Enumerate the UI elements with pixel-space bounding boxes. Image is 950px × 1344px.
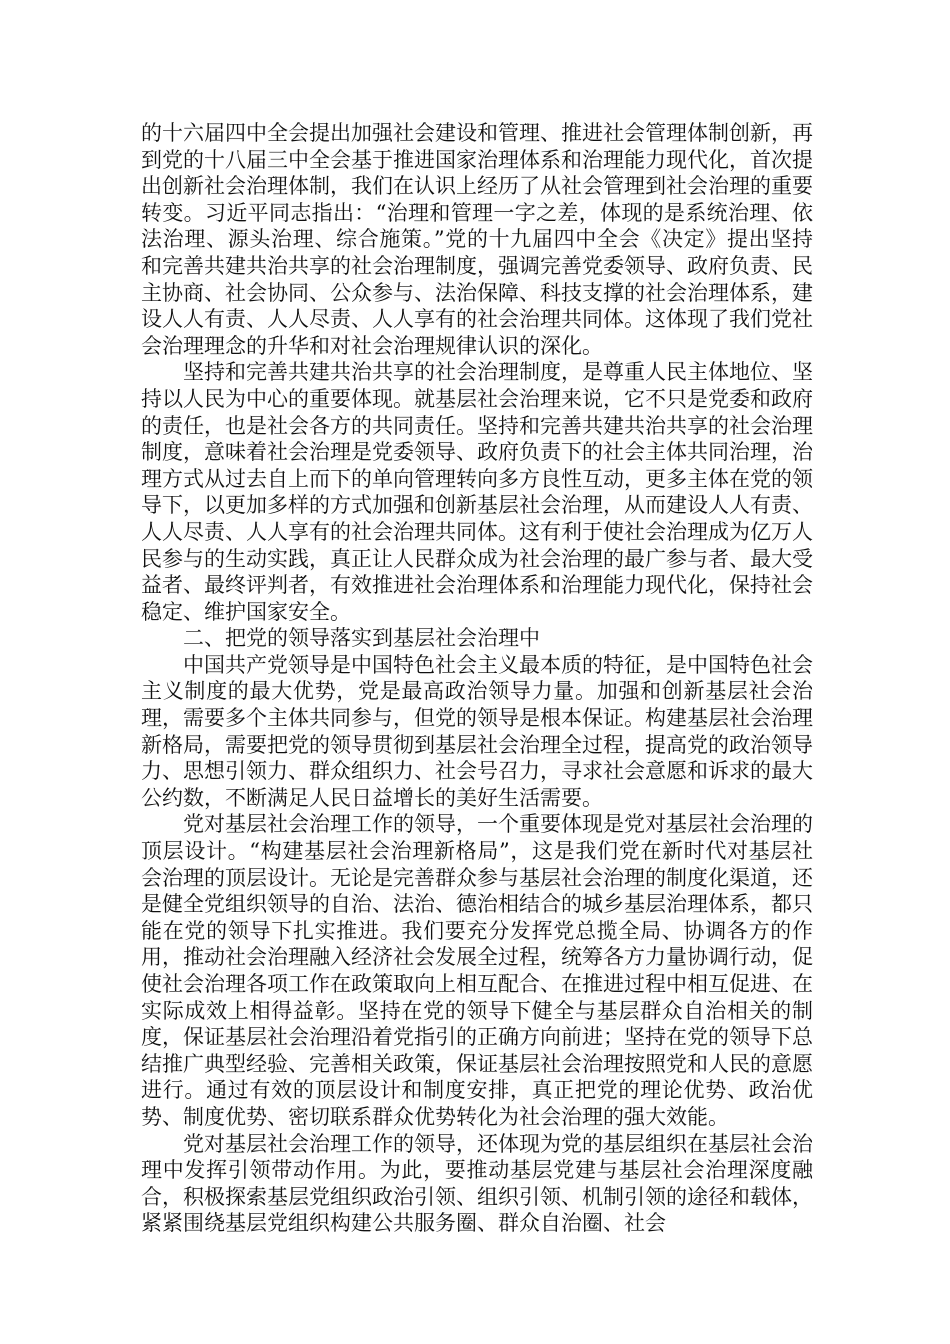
body-text	[141, 120, 813, 1237]
paragraph: 中国共产党领导是中国特色社会主义最本质的特征，是中国特色社会主义制度的最大优势，党是最高政治领导力量。加强和创新基层社会治理，需要多个主体共同参与，但党的领导是根本保证。构建基层社会治理新格局，需要把党的领导贯彻到基层社会治理全过程，提高党的政治领导力、思想引领力、群众组织力、社会号召力，寻求社会意愿和诉求的最大公约数，不断满足人民日益增长的美好生活需要。	[141, 652, 813, 810]
paragraph: 党对基层社会治理工作的领导，还体现为党的基层组织在基层社会治理中发挥引领带动作用。为此，要推动基层党建与基层社会治理深度融合，积极探索基层党组织政治引领、组织引领、机制引领的途径和载体，紧紧围绕基层党组织构建公共服务圈、群众自治圈、社会	[141, 1131, 813, 1236]
paragraph-continuation: 的十六届四中全会提出加强社会建设和管理、推进社会管理体制创新，再到党的十八届三中全会基于推进国家治理体系和治理能力现代化，首次提出创新社会治理体制，我们在认识上经历了从社会管理到社会治理的重要转变。习近平同志指出：“治理和管理一字之差，体现的是系统治理、依法治理、源头治理、综合施策。”党的十九届四中全会《决定》提出坚持和完善共建共治共享的社会治理制度，强调完善党委领导、政府负责、民主协商、社会协同、公众参与、法治保障、科技支撑的社会治理体系，建设人人有责、人人尽责、人人享有的社会治理共同体。这体现了我们党社会治理理念的升华和对社会治理规律认识的深化。	[141, 121, 813, 358]
section-heading: 二、把党的领导落实到基层社会治理中	[183, 626, 540, 651]
paragraph: 坚持和完善共建共治共享的社会治理制度，是尊重人民主体地位、坚持以人民为中心的重要体现。就基层社会治理来说，它不只是党委和政府的责任，也是社会各方的共同责任。坚持和完善共建共治共享的社会治理制度，意味着社会治理是党委领导、政府负责下的社会主体共同治理，治理方式从过去自上而下的单向管理转向多方良性互动，更多主体在党的领导下，以更加多样的方式加强和创新基层社会治理，从而建设人人有责、人人尽责、人人享有的社会治理共同体。这有利于使社会治理成为亿万人民参与的生动实践，真正让人民群众成为社会治理的最广参与者、最大受益者、最终评判者，有效推进社会治理体系和治理能力现代化，保持社会稳定、维护国家安全。	[141, 360, 813, 624]
paragraph: 党对基层社会治理工作的领导，一个重要体现是党对基层社会治理的顶层设计。“构建基层社会治理新格局”，这是我们党在新时代对基层社会治理的顶层设计。无论是完善群众参与基层社会治理的制度化渠道，还是健全党组织领导的自治、法治、德治相结合的城乡基层治理体系，都只能在党的领导下扎实推进。我们要充分发挥党总揽全局、协调各方的作用，推动社会治理融入经济社会发展全过程，统筹各方力量协调行动，促使社会治理各项工作在政策取向上相互配合、在推进过程中相互促进、在实际成效上相得益彰。坚持在党的领导下健全与基层群众自治相关的制度，保证基层社会治理沿着党指引的正确方向前进；坚持在党的领导下总结推广典型经验、完善相关政策，保证基层社会治理按照党和人民的意愿进行。通过有效的顶层设计和制度安排，真正把党的理论优势、政治优势、制度优势、密切联系群众优势转化为社会治理的强大效能。	[141, 812, 813, 1129]
